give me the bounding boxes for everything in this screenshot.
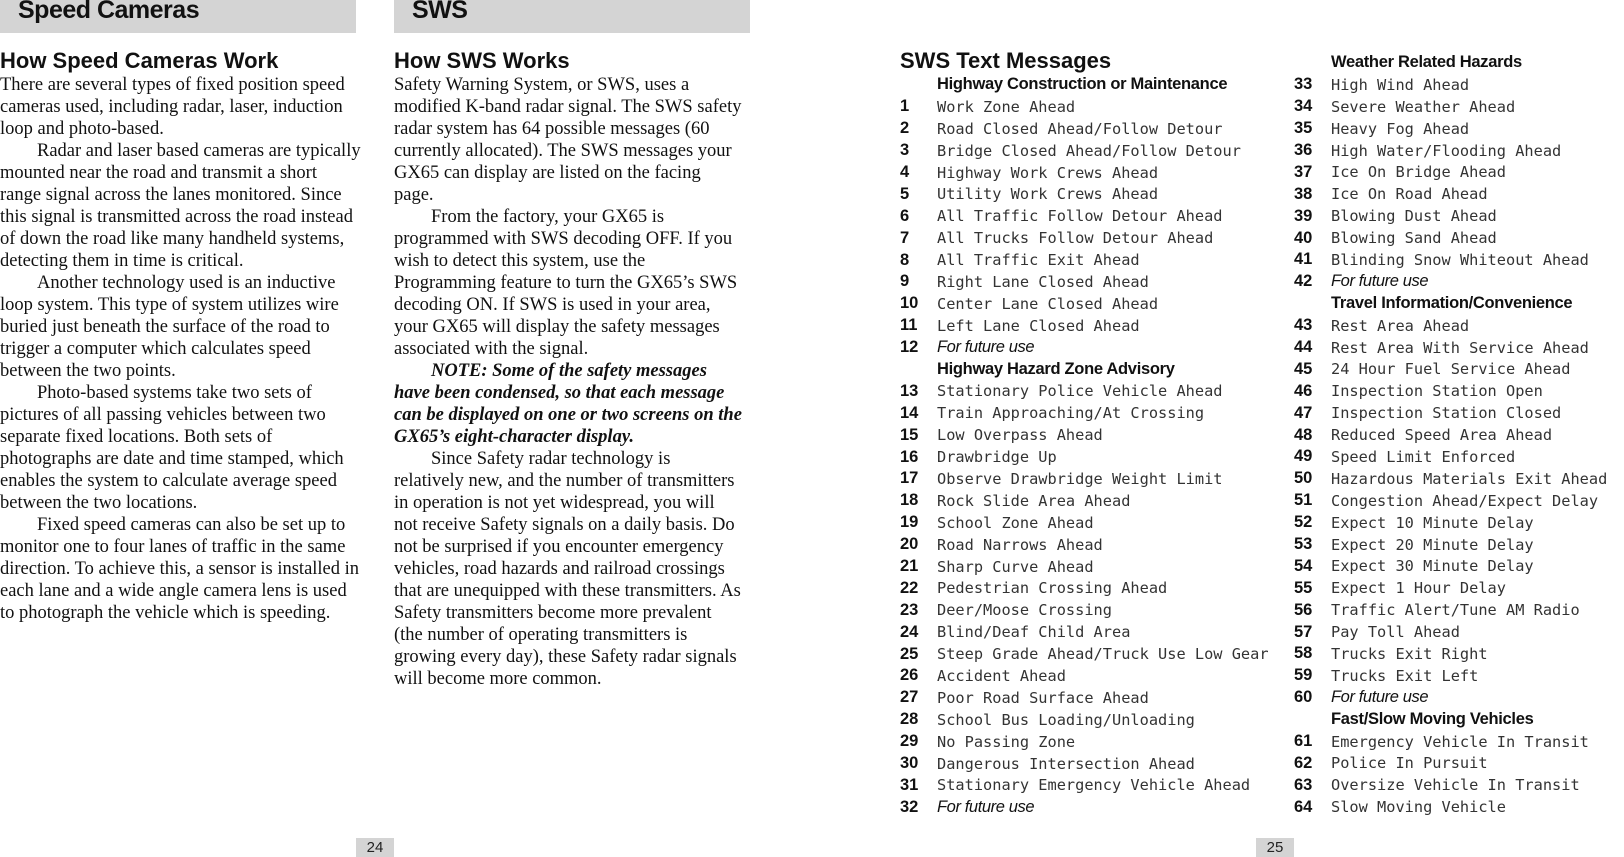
message-number: 41	[1294, 250, 1313, 269]
message-text: Emergency Vehicle In Transit	[1331, 732, 1589, 751]
message-row	[1294, 205, 1607, 227]
message-row	[1294, 774, 1607, 796]
message-text: Blowing Dust Ahead	[1331, 207, 1497, 226]
message-row	[900, 687, 1269, 709]
sws-note: NOTE: Some of the safety messages have been condensed, so that each message can be displayed on one or two screens on the GX65’s eight-character display.	[394, 361, 742, 447]
message-row	[1294, 402, 1607, 424]
future-use-text: For future use	[1331, 688, 1429, 707]
message-text: Ice On Road Ahead	[1331, 185, 1488, 204]
sws-heading: How SWS Works	[394, 48, 570, 73]
message-row	[1294, 731, 1607, 753]
message-row	[1294, 534, 1607, 556]
message-text: Stationary Police Vehicle Ahead	[937, 382, 1223, 401]
future-use-text: For future use	[1331, 272, 1429, 291]
message-row	[900, 249, 1269, 271]
message-row	[900, 96, 1269, 118]
message-number: 64	[1294, 797, 1313, 816]
message-number: 15	[900, 425, 919, 444]
message-row	[1294, 249, 1607, 271]
sws-tab	[394, 0, 750, 33]
message-text: School Zone Ahead	[937, 513, 1094, 532]
message-text: Slow Moving Vehicle	[1331, 798, 1506, 817]
message-number: 22	[900, 578, 919, 597]
message-text: All Trucks Follow Detour Ahead	[937, 229, 1214, 248]
message-number: 42	[1294, 272, 1313, 291]
message-text: Observe Drawbridge Weight Limit	[937, 469, 1223, 488]
message-text: Pay Toll Ahead	[1331, 623, 1460, 642]
speed-cameras-tab	[0, 0, 356, 33]
message-category-heading: Fast/Slow Moving Vehicles	[1331, 710, 1534, 729]
message-number: 28	[900, 710, 919, 729]
message-text: Drawbridge Up	[937, 448, 1057, 467]
message-row	[1294, 183, 1607, 205]
message-row	[900, 402, 1269, 424]
message-row	[1294, 96, 1607, 118]
message-number: 56	[1294, 600, 1313, 619]
message-number: 40	[1294, 228, 1313, 247]
message-text: Steep Grade Ahead/Truck Use Low Gear	[937, 645, 1269, 664]
message-text: Stationary Emergency Vehicle Ahead	[937, 776, 1251, 795]
message-number: 36	[1294, 141, 1313, 159]
message-number: 35	[1294, 119, 1313, 138]
message-row	[900, 753, 1269, 775]
message-text: Oversize Vehicle In Transit	[1331, 776, 1580, 795]
message-number: 7	[900, 228, 910, 247]
message-row	[900, 621, 1269, 643]
message-text: Expect 1 Hour Delay	[1331, 579, 1506, 598]
message-text: Left Lane Closed Ahead	[937, 316, 1140, 335]
message-row	[900, 796, 1269, 818]
message-number: 62	[1294, 753, 1313, 772]
message-text: Utility Work Crews Ahead	[937, 185, 1159, 204]
message-number: 13	[900, 381, 919, 400]
message-category-heading: Highway Hazard Zone Advisory	[937, 360, 1175, 379]
message-text: Sharp Curve Ahead	[937, 557, 1094, 576]
message-row	[900, 709, 1269, 731]
message-number: 9	[900, 272, 910, 291]
message-number: 52	[1294, 513, 1313, 532]
message-row	[900, 775, 1269, 797]
speed-paragraph: There are several types of fixed position speed cameras used, including radar, laser, induction loop and photo-based.	[0, 75, 345, 139]
message-number: 57	[1294, 622, 1313, 641]
message-number: 53	[1294, 535, 1313, 554]
message-number: 11	[900, 316, 918, 335]
message-row	[1294, 358, 1607, 380]
message-text: Poor Road Surface Ahead	[937, 688, 1149, 707]
message-text: Heavy Fog Ahead	[1331, 119, 1470, 138]
message-number: 1	[900, 97, 910, 116]
message-number: 14	[900, 403, 919, 422]
message-number: 23	[900, 600, 919, 619]
message-number: 58	[1294, 644, 1313, 663]
message-number: 17	[900, 469, 919, 488]
speed-cameras-tab-label: Speed Cameras	[18, 0, 200, 24]
message-number: 18	[900, 491, 919, 510]
message-text: Pedestrian Crossing Ahead	[937, 579, 1168, 598]
message-text: Train Approaching/At Crossing	[937, 404, 1205, 423]
message-text: Center Lane Closed Ahead	[937, 294, 1159, 313]
message-number: 47	[1294, 403, 1313, 422]
message-text: No Passing Zone	[937, 732, 1076, 751]
message-row	[1294, 577, 1607, 599]
message-row	[900, 665, 1269, 687]
message-number: 5	[900, 184, 910, 203]
message-row	[900, 205, 1269, 227]
message-row	[1294, 687, 1607, 709]
message-row	[900, 337, 1269, 359]
message-text: Road Closed Ahead/Follow Detour	[937, 119, 1223, 138]
message-row	[1294, 315, 1607, 337]
sws-section	[394, 48, 742, 690]
message-text: All Traffic Exit Ahead	[937, 251, 1140, 270]
message-number: 2	[900, 119, 910, 138]
message-text: Rock Slide Area Ahead	[937, 491, 1131, 510]
message-text: Dangerous Intersection Ahead	[937, 754, 1195, 773]
message-number: 59	[1294, 666, 1313, 685]
message-text: Expect 10 Minute Delay	[1331, 513, 1534, 532]
message-text: Reduced Speed Area Ahead	[1331, 426, 1553, 445]
message-number: 49	[1294, 447, 1313, 466]
message-row	[900, 271, 1269, 293]
message-number: 10	[900, 294, 919, 313]
message-row	[1294, 140, 1607, 162]
message-number: 33	[1294, 75, 1313, 94]
message-row	[900, 599, 1269, 621]
page-number-right: 25	[1256, 838, 1294, 857]
message-text: Congestion Ahead/Expect Delay	[1331, 491, 1599, 510]
message-number: 8	[900, 250, 910, 269]
message-row	[1294, 555, 1607, 577]
message-number: 29	[900, 732, 919, 751]
message-number: 38	[1294, 184, 1313, 203]
message-row	[900, 380, 1269, 402]
message-text: Road Narrows Ahead	[937, 535, 1103, 554]
message-row	[1294, 753, 1607, 775]
message-text: Severe Weather Ahead	[1331, 97, 1516, 116]
message-text: Deer/Moose Crossing	[937, 601, 1112, 620]
message-category-heading: Weather Related Hazards	[1331, 53, 1522, 72]
message-number: 16	[900, 447, 919, 466]
message-text: Speed Limit Enforced	[1331, 447, 1516, 466]
speed-paragraph: Photo-based systems take two sets of pictures of all passing vehicles between two separate fixed locations. Both sets of photographs are date and time stamped, which enables the system to calculate average speed between the two locations.	[0, 383, 344, 513]
message-text: Blowing Sand Ahead	[1331, 229, 1497, 248]
message-row	[1294, 424, 1607, 446]
sws-paragraph: Since Safety radar technology is relatively new, and the number of transmitters in operation is not yet widespread, you will not receive Safety signals on a daily basis. Do not be surprised if you encounter emergency vehicles, road hazards and railroad crossings that are unequipped with these transmitters. As Safety transmitters become more prevalent (the number of operating transmitters is growing every day), these Safety radar signals will become more common.	[394, 449, 741, 689]
message-text: Rest Area With Service Ahead	[1331, 338, 1589, 357]
message-text: School Bus Loading/Unloading	[937, 710, 1195, 729]
message-number: 60	[1294, 688, 1313, 707]
message-row	[900, 446, 1269, 468]
message-number: 31	[900, 775, 919, 794]
message-number: 50	[1294, 469, 1313, 488]
message-number: 43	[1294, 316, 1313, 335]
message-text: 24 Hour Fuel Service Ahead	[1331, 360, 1571, 379]
message-number: 30	[900, 754, 919, 773]
message-number: 12	[900, 338, 919, 357]
message-text: Hazardous Materials Exit Ahead	[1331, 469, 1608, 488]
message-number: 19	[900, 513, 919, 532]
message-number: 54	[1294, 556, 1313, 575]
message-number: 44	[1294, 338, 1313, 357]
message-row	[900, 490, 1269, 512]
speed-paragraph: Fixed speed cameras can also be set up to monitor one to four lanes of traffic in the same direction. To achieve this, a sensor is installed in each lane and a wide angle camera lens is used to photograph the vehicle which is speeding.	[0, 515, 360, 623]
message-text: Blind/Deaf Child Area	[937, 623, 1131, 642]
message-text: High Water/Flooding Ahead	[1331, 141, 1562, 160]
message-number: 6	[900, 206, 910, 225]
message-text: Work Zone Ahead	[937, 97, 1076, 116]
sws-message-list-left	[900, 74, 1269, 818]
message-number: 24	[900, 622, 919, 641]
speed-paragraph: Another technology used is an inductive loop system. This type of system utilizes wire buried just beneath the surface of the road to trigger a computer which calculates speed between the two points.	[0, 273, 339, 381]
message-row	[1294, 271, 1607, 293]
message-number: 48	[1294, 425, 1313, 444]
speed-cameras-section	[0, 48, 362, 624]
message-row	[900, 293, 1269, 315]
message-text: Inspection Station Closed	[1331, 404, 1562, 423]
message-number: 39	[1294, 206, 1313, 225]
message-row	[900, 577, 1269, 599]
message-row	[1294, 512, 1607, 534]
message-row	[1294, 490, 1607, 512]
sws-paragraph: Safety Warning System, or SWS, uses a modified K-band radar signal. The SWS safety radar system has 64 possible messages (60 currently allocated). The SWS messages your GX65 can display are listed on the facing page.	[394, 75, 742, 205]
message-row	[1294, 380, 1607, 402]
message-number: 27	[900, 688, 919, 707]
message-text: Highway Work Crews Ahead	[937, 163, 1159, 182]
page-number-left: 24	[356, 838, 394, 857]
message-row	[900, 468, 1269, 490]
message-number: 4	[900, 163, 910, 181]
message-text: Accident Ahead	[937, 666, 1066, 685]
message-row	[900, 118, 1269, 140]
sws-messages-title: SWS Text Messages	[900, 48, 1112, 73]
message-row	[1294, 161, 1607, 183]
future-use-text: For future use	[937, 797, 1035, 816]
message-row	[900, 731, 1269, 753]
message-row	[1294, 665, 1607, 687]
message-row	[1294, 621, 1607, 643]
sws-paragraph: From the factory, your GX65 is programmed with SWS decoding OFF. If you wish to detect this system, use the Programming feature to turn the GX65’s SWS decoding ON. If SWS is used in your area, your GX65 will display the safety messages associated with the signal.	[394, 207, 738, 359]
message-row	[900, 140, 1269, 162]
message-row	[1294, 74, 1607, 96]
message-text: Rest Area Ahead	[1331, 316, 1470, 335]
message-row	[1294, 599, 1607, 621]
message-row	[900, 227, 1269, 249]
message-number: 63	[1294, 775, 1313, 794]
message-number: 34	[1294, 97, 1313, 116]
message-text: Expect 20 Minute Delay	[1331, 535, 1534, 554]
message-row	[1294, 118, 1607, 140]
message-number: 20	[900, 535, 919, 554]
message-row	[1294, 227, 1607, 249]
message-row	[900, 183, 1269, 205]
message-text: All Traffic Follow Detour Ahead	[937, 207, 1223, 226]
message-number: 26	[900, 666, 919, 685]
message-row	[900, 534, 1269, 556]
message-number: 51	[1294, 491, 1313, 510]
message-number: 61	[1294, 732, 1313, 751]
speed-cameras-heading: How Speed Cameras Work	[0, 48, 279, 73]
message-text: Inspection Station Open	[1331, 382, 1543, 401]
message-text: Trucks Exit Right	[1331, 644, 1488, 663]
message-text: Police In Pursuit	[1331, 754, 1488, 773]
message-text: Ice On Bridge Ahead	[1331, 163, 1506, 182]
message-row	[1294, 446, 1607, 468]
message-number: 21	[900, 557, 919, 576]
message-number: 25	[900, 644, 919, 663]
message-number: 55	[1294, 578, 1313, 597]
message-number: 45	[1294, 359, 1313, 378]
message-row	[1294, 643, 1607, 665]
message-row	[900, 556, 1269, 578]
message-text: Blinding Snow Whiteout Ahead	[1331, 250, 1589, 269]
message-text: Bridge Closed Ahead/Follow Detour	[937, 141, 1241, 160]
message-number: 46	[1294, 381, 1313, 400]
future-use-text: For future use	[937, 338, 1035, 357]
sws-tab-label: SWS	[412, 0, 468, 24]
message-row	[1294, 468, 1607, 490]
message-row	[900, 643, 1269, 665]
message-row	[1294, 337, 1607, 359]
message-number: 37	[1294, 162, 1313, 181]
message-text: Low Overpass Ahead	[937, 426, 1103, 445]
message-row	[900, 512, 1269, 534]
message-text: Expect 30 Minute Delay	[1331, 557, 1534, 576]
sws-message-list-right	[1294, 52, 1607, 818]
message-text: Traffic Alert/Tune AM Radio	[1331, 601, 1580, 620]
message-row	[900, 162, 1269, 184]
message-number: 32	[900, 797, 919, 816]
message-number: 3	[900, 141, 910, 160]
message-row	[900, 315, 1269, 337]
message-text: Trucks Exit Left	[1331, 666, 1479, 685]
message-row	[900, 424, 1269, 446]
message-category-heading: Travel Information/Convenience	[1331, 294, 1573, 313]
message-text: High Wind Ahead	[1331, 75, 1470, 94]
message-text: Right Lane Closed Ahead	[937, 272, 1149, 291]
speed-paragraph: Radar and laser based cameras are typically mounted near the road and transmit a short range signal across the lanes monitored. Since this signal is transmitted across the road instead of down the road like many handheld systems, detecting them in time is critical.	[0, 141, 361, 271]
message-row	[1294, 796, 1607, 818]
message-category-heading: Highway Construction or Maintenance	[937, 75, 1228, 94]
